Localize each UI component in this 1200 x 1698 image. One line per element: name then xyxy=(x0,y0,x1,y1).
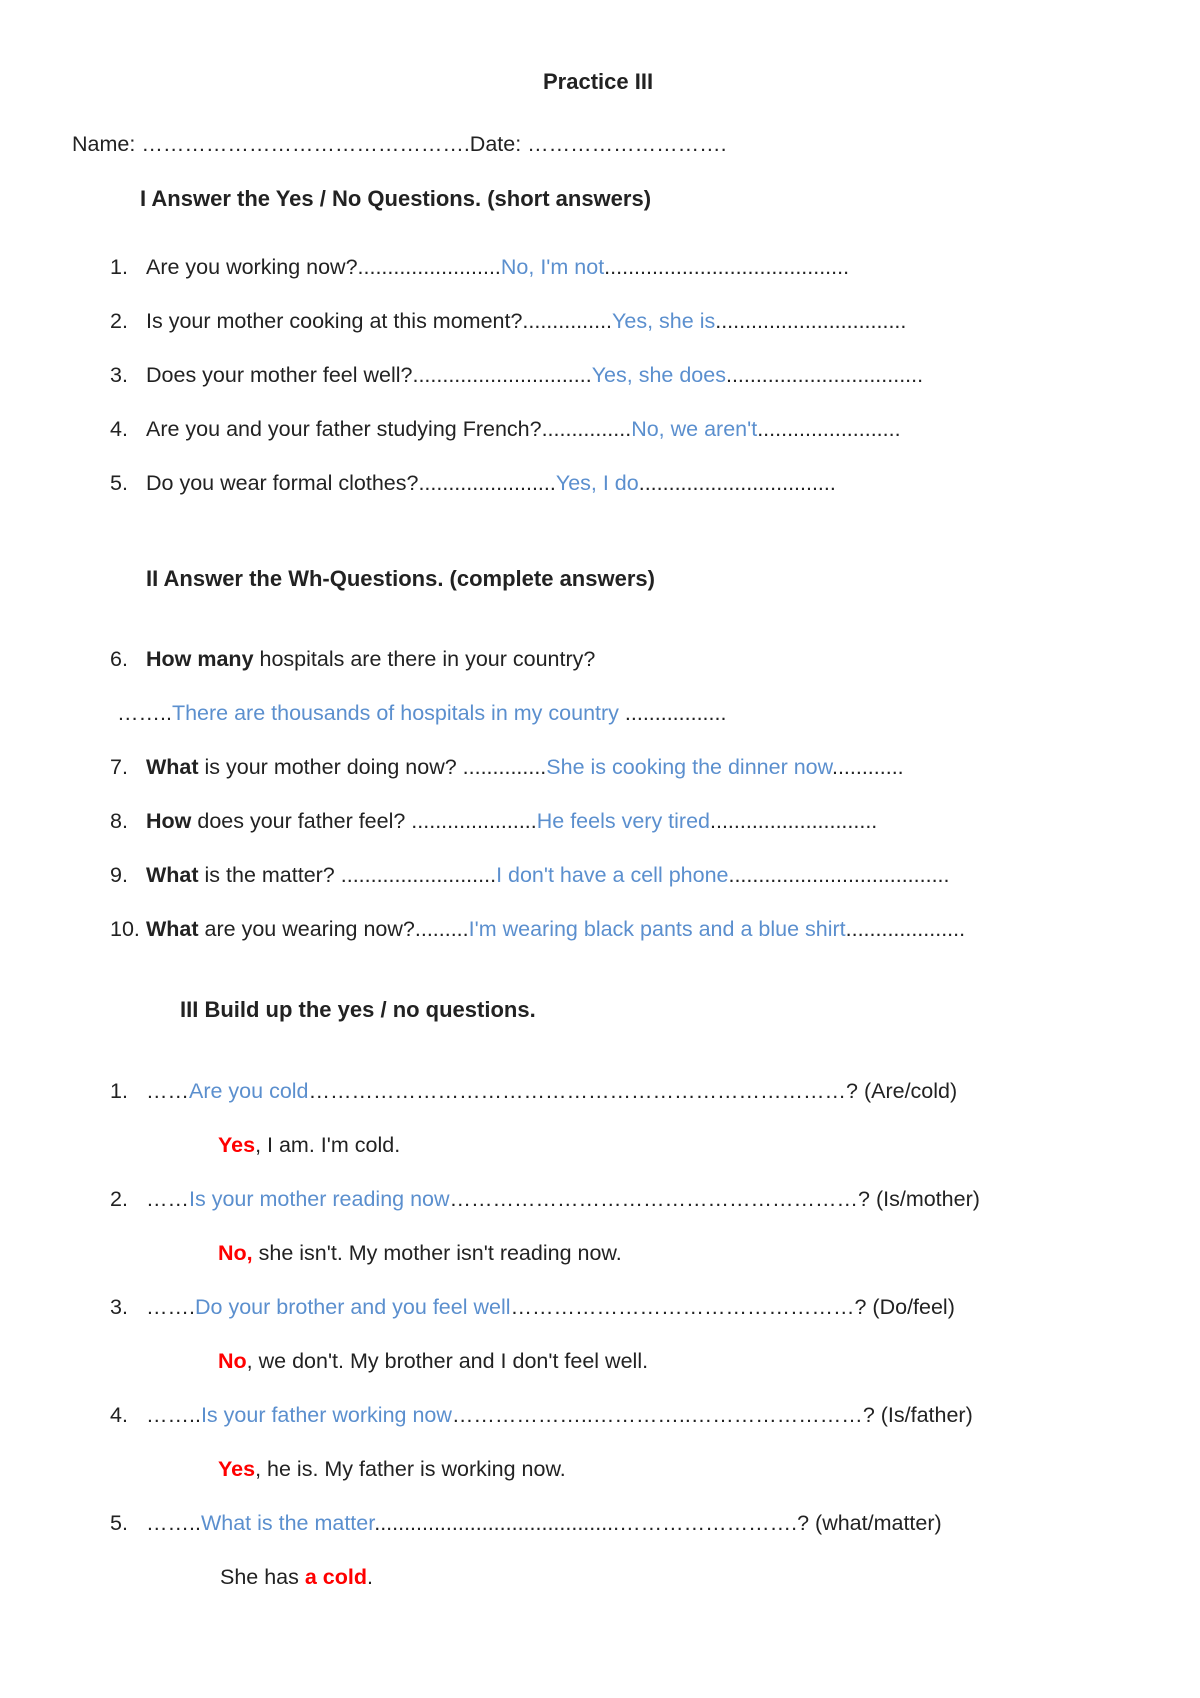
s2-item-number: 6. xyxy=(110,647,128,671)
s1-trail: ................................. xyxy=(725,363,924,387)
s2-item-number: 7. xyxy=(110,755,128,779)
s1-question: Are you working now?........................ xyxy=(146,255,501,279)
s2-question: hospitals are there in your country? xyxy=(253,647,596,671)
s3-resp-emphasis: No xyxy=(218,1349,247,1373)
s3-item-number: 3. xyxy=(110,1295,128,1319)
s2-wh-word: What xyxy=(146,917,199,941)
s1-answer: No, we aren't xyxy=(631,417,758,441)
section1-heading: I Answer the Yes / No Questions. (short answers) xyxy=(140,186,652,211)
s1-question: Is your mother cooking at this moment?............... xyxy=(146,309,613,333)
s2-question: is the matter? .......................... xyxy=(198,863,497,887)
s1-item-number: 5. xyxy=(110,471,128,495)
s3-response-3 xyxy=(218,1347,648,1375)
s3-resp-pre: She has xyxy=(220,1565,305,1589)
name-blank: ………………………………………. xyxy=(141,132,470,156)
s3-lead: …… xyxy=(146,1079,189,1103)
s3-item-number: 5. xyxy=(110,1511,128,1535)
s2-answer: She is cooking the dinner now xyxy=(546,755,832,779)
s2-answer: He feels very tired xyxy=(536,809,711,833)
section2-heading: II Answer the Wh-Questions. (complete answers) xyxy=(146,566,655,591)
s2-wh-word: What xyxy=(146,755,199,779)
s3-response-1 xyxy=(218,1131,400,1159)
s1-trail: ................................ xyxy=(715,309,907,333)
s2-item-number: 9. xyxy=(110,863,128,887)
s3-answer: Is your father working now xyxy=(200,1403,452,1427)
s3-resp-emphasis: Yes xyxy=(218,1133,256,1157)
s3-resp-rest: , I am. I'm cold. xyxy=(255,1133,401,1157)
s2-trail: ............................ xyxy=(710,809,878,833)
s3-trail: ………………………………………………… xyxy=(449,1187,859,1211)
s3-resp-emphasis: a cold xyxy=(304,1565,368,1589)
s1-trail: ........................ xyxy=(757,417,901,441)
s3-hint: ? (Do/feel) xyxy=(854,1295,955,1319)
s3-answer: Is your mother reading now xyxy=(189,1187,450,1211)
s2-lead: …….. xyxy=(117,701,172,725)
s2-trail: ..................................... xyxy=(728,863,950,887)
s3-hint: ? (Is/father) xyxy=(862,1403,973,1427)
s3-trail: ………………..…………..…………………… xyxy=(451,1403,863,1427)
s2-trail: ................. xyxy=(618,701,727,725)
s1-item-number: 2. xyxy=(110,309,128,333)
s2-answer: There are thousands of hospitals in my country xyxy=(171,701,619,725)
s2-item-number: 8. xyxy=(110,809,128,833)
s3-item-number: 4. xyxy=(110,1403,128,1427)
s1-answer: No, I'm not xyxy=(500,255,605,279)
s3-response-4 xyxy=(218,1455,566,1483)
s2-answer: I don't have a cell phone xyxy=(496,863,729,887)
name-date-line xyxy=(72,130,727,158)
s3-resp-emphasis: No, xyxy=(218,1241,253,1265)
s3-hint: ? (Are/cold) xyxy=(846,1079,958,1103)
s2-question: does your father feel? ..................... xyxy=(191,809,537,833)
s3-answer: Are you cold xyxy=(189,1079,309,1103)
s3-lead: …….. xyxy=(146,1403,201,1427)
s3-resp-rest: she isn't. My mother isn't reading now. xyxy=(252,1241,622,1265)
s3-resp-rest: , he is. My father is working now. xyxy=(255,1457,566,1481)
s1-question: Do you wear formal clothes?....................... xyxy=(146,471,556,495)
s3-resp-rest: , we don't. My brother and I don't feel well. xyxy=(246,1349,649,1373)
s2-trail: ............ xyxy=(831,755,904,779)
s1-trail: ......................................... xyxy=(604,255,850,279)
s2-question: are you wearing now?......... xyxy=(198,917,469,941)
s3-response-2 xyxy=(218,1239,622,1267)
s1-answer: Yes, I do xyxy=(555,471,639,495)
s2-question: is your mother doing now? .............. xyxy=(198,755,547,779)
s1-item-number: 1. xyxy=(110,255,128,279)
s3-answer: Do your brother and you feel well xyxy=(194,1295,511,1319)
s3-resp-rest: . xyxy=(367,1565,373,1589)
s2-wh-word: What xyxy=(146,863,199,887)
s1-answer: Yes, she is xyxy=(612,309,716,333)
s3-lead: …… xyxy=(146,1187,189,1211)
s2-item-6-answer-line xyxy=(117,699,726,727)
s3-item-number: 2. xyxy=(110,1187,128,1211)
s3-lead: …….. xyxy=(146,1511,201,1535)
page-title: Practice III xyxy=(543,69,654,94)
s1-answer: Yes, she does xyxy=(591,363,726,387)
date-blank: ………………………. xyxy=(527,132,727,156)
s2-wh-word: How many xyxy=(146,647,254,671)
date-label: Date: xyxy=(469,132,528,156)
section3-heading: III Build up the yes / no questions. xyxy=(180,997,536,1022)
s3-trail: .........................................……………………. xyxy=(374,1511,798,1535)
s3-response-5 xyxy=(220,1563,373,1591)
s3-hint: ? (what/matter) xyxy=(797,1511,942,1535)
s2-wh-word: How xyxy=(146,809,192,833)
s2-item-number: 10. xyxy=(110,917,140,941)
s1-question: Are you and your father studying French?............... xyxy=(146,417,632,441)
s1-trail: ................................. xyxy=(638,471,836,495)
s3-resp-emphasis: Yes xyxy=(218,1457,256,1481)
s1-item-number: 4. xyxy=(110,417,128,441)
name-label: Name: xyxy=(72,132,142,156)
s3-item-number: 1. xyxy=(110,1079,128,1103)
s3-answer: What is the matter xyxy=(200,1511,375,1535)
s3-trail: ………………………………………………………………… xyxy=(308,1079,847,1103)
s3-lead: ……. xyxy=(146,1295,195,1319)
s2-trail: .................... xyxy=(845,917,966,941)
s2-answer: I'm wearing black pants and a blue shirt xyxy=(468,917,846,941)
s3-trail: ………………………………………… xyxy=(510,1295,855,1319)
s1-question: Does your mother feel well?.............................. xyxy=(146,363,592,387)
s3-hint: ? (Is/mother) xyxy=(858,1187,980,1211)
s1-item-number: 3. xyxy=(110,363,128,387)
